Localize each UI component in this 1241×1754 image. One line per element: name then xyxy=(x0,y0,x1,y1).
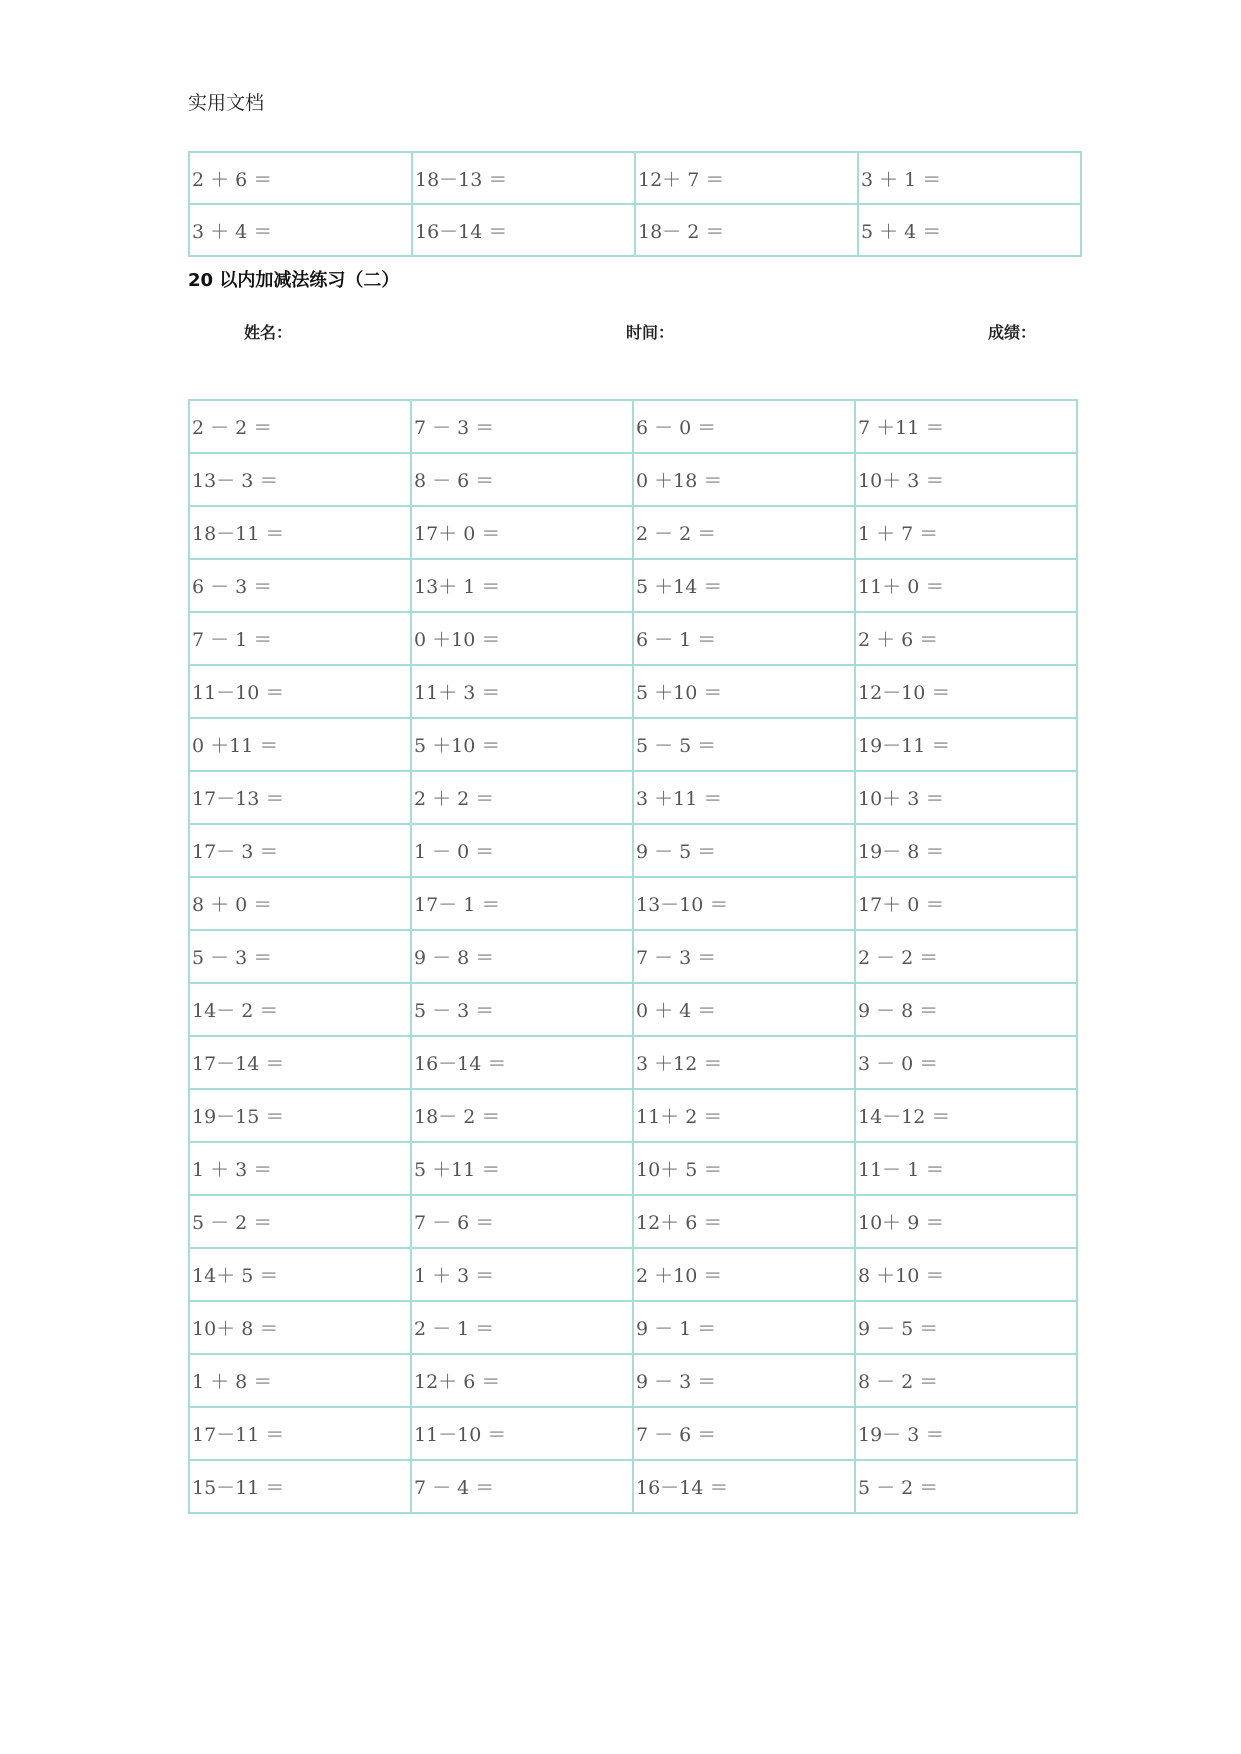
table-row xyxy=(189,930,1077,983)
exercise-cell: 3 ＋ 4 ＝ xyxy=(189,204,412,256)
exercise-cell: 17－ 1 ＝ xyxy=(411,877,633,930)
exercise-cell: 9 － 3 ＝ xyxy=(633,1354,855,1407)
table-row xyxy=(189,453,1077,506)
exercise-cell: 2 ＋ 6 ＝ xyxy=(855,612,1077,665)
exercise-cell: 8 ＋10 ＝ xyxy=(855,1248,1077,1301)
table-row xyxy=(189,204,1081,256)
exercise-cell: 7 － 3 ＝ xyxy=(411,400,633,453)
exercise-cell: 17－11 ＝ xyxy=(189,1407,411,1460)
table-row xyxy=(189,506,1077,559)
exercise-cell: 19－11 ＝ xyxy=(855,718,1077,771)
exercise-cell: 11＋ 2 ＝ xyxy=(633,1089,855,1142)
table-row xyxy=(189,771,1077,824)
exercise-cell: 2 － 2 ＝ xyxy=(189,400,411,453)
exercise-cell: 18－ 2 ＝ xyxy=(635,204,858,256)
exercise-cell: 3 ＋11 ＝ xyxy=(633,771,855,824)
exercise-cell: 5 ＋ 4 ＝ xyxy=(858,204,1081,256)
exercise-cell: 17－ 3 ＝ xyxy=(189,824,411,877)
exercise-cell: 5 － 5 ＝ xyxy=(633,718,855,771)
document-header: 实用文档 xyxy=(188,92,265,114)
exercise-cell: 13＋ 1 ＝ xyxy=(411,559,633,612)
exercise-cell: 2 ＋ 2 ＝ xyxy=(411,771,633,824)
exercise-cell: 1 － 0 ＝ xyxy=(411,824,633,877)
exercise-cell: 0 ＋18 ＝ xyxy=(633,453,855,506)
exercise-cell: 15－11 ＝ xyxy=(189,1460,411,1513)
exercise-cell: 9 － 8 ＝ xyxy=(411,930,633,983)
table-row xyxy=(189,1460,1077,1513)
exercise-cell: 17－13 ＝ xyxy=(189,771,411,824)
exercise-cell: 0 ＋ 4 ＝ xyxy=(633,983,855,1036)
exercise-cell: 16－14 ＝ xyxy=(412,204,635,256)
table-row xyxy=(189,877,1077,930)
exercise-cell: 9 － 1 ＝ xyxy=(633,1301,855,1354)
exercise-cell: 9 － 8 ＝ xyxy=(855,983,1077,1036)
exercise-cell: 11＋ 3 ＝ xyxy=(411,665,633,718)
exercise-cell: 7 － 6 ＝ xyxy=(633,1407,855,1460)
exercise-cell: 3 ＋ 1 ＝ xyxy=(858,152,1081,204)
exercise-cell: 2 － 2 ＝ xyxy=(855,930,1077,983)
time-label: 时间： xyxy=(626,323,675,342)
exercise-cell: 11－10 ＝ xyxy=(411,1407,633,1460)
exercise-cell: 7 － 3 ＝ xyxy=(633,930,855,983)
exercise-cell: 10＋ 9 ＝ xyxy=(855,1195,1077,1248)
exercise-cell: 19－ 8 ＝ xyxy=(855,824,1077,877)
exercise-cell: 12＋ 6 ＝ xyxy=(633,1195,855,1248)
exercise-cell: 5 － 2 ＝ xyxy=(189,1195,411,1248)
exercise-cell: 10＋ 8 ＝ xyxy=(189,1301,411,1354)
table-row xyxy=(189,1036,1077,1089)
exercise-cell: 6 － 1 ＝ xyxy=(633,612,855,665)
exercise-cell: 12＋ 6 ＝ xyxy=(411,1354,633,1407)
exercise-cell: 18－13 ＝ xyxy=(412,152,635,204)
exercise-cell: 0 ＋11 ＝ xyxy=(189,718,411,771)
exercise-cell: 1 ＋ 8 ＝ xyxy=(189,1354,411,1407)
table-row xyxy=(189,612,1077,665)
exercise-cell: 6 － 3 ＝ xyxy=(189,559,411,612)
exercise-cell: 13－ 3 ＝ xyxy=(189,453,411,506)
exercise-cell: 12－10 ＝ xyxy=(855,665,1077,718)
exercise-table-1 xyxy=(188,151,1082,257)
exercise-cell: 5 ＋11 ＝ xyxy=(411,1142,633,1195)
exercise-cell: 13－10 ＝ xyxy=(633,877,855,930)
exercise-cell: 7 － 6 ＝ xyxy=(411,1195,633,1248)
table-row xyxy=(189,1248,1077,1301)
section-title: 20 以内加减法练习（二） xyxy=(188,270,400,291)
exercise-cell: 2 － 1 ＝ xyxy=(411,1301,633,1354)
score-label: 成绩： xyxy=(988,323,1037,342)
table-row xyxy=(189,718,1077,771)
exercise-cell: 17＋ 0 ＝ xyxy=(855,877,1077,930)
exercise-cell: 16－14 ＝ xyxy=(633,1460,855,1513)
exercise-cell: 1 ＋ 7 ＝ xyxy=(855,506,1077,559)
exercise-cell: 8 ＋ 0 ＝ xyxy=(189,877,411,930)
exercise-cell: 2 ＋10 ＝ xyxy=(633,1248,855,1301)
exercise-cell: 7 － 1 ＝ xyxy=(189,612,411,665)
exercise-cell: 11＋ 0 ＝ xyxy=(855,559,1077,612)
exercise-cell: 18－11 ＝ xyxy=(189,506,411,559)
exercise-cell: 12＋ 7 ＝ xyxy=(635,152,858,204)
exercise-cell: 5 － 3 ＝ xyxy=(189,930,411,983)
exercise-cell: 8 － 2 ＝ xyxy=(855,1354,1077,1407)
table-row xyxy=(189,983,1077,1036)
table-row xyxy=(189,1142,1077,1195)
table-row xyxy=(189,400,1077,453)
table-row xyxy=(189,1407,1077,1460)
exercise-cell: 5 － 3 ＝ xyxy=(411,983,633,1036)
exercise-cell: 10＋ 3 ＝ xyxy=(855,771,1077,824)
exercise-cell: 8 － 6 ＝ xyxy=(411,453,633,506)
exercise-cell: 9 － 5 ＝ xyxy=(855,1301,1077,1354)
exercise-cell: 11－10 ＝ xyxy=(189,665,411,718)
exercise-cell: 14－12 ＝ xyxy=(855,1089,1077,1142)
exercise-cell: 5 ＋14 ＝ xyxy=(633,559,855,612)
exercise-cell: 7 － 4 ＝ xyxy=(411,1460,633,1513)
exercise-cell: 17－14 ＝ xyxy=(189,1036,411,1089)
exercise-cell: 14－ 2 ＝ xyxy=(189,983,411,1036)
exercise-cell: 10＋ 3 ＝ xyxy=(855,453,1077,506)
exercise-cell: 5 － 2 ＝ xyxy=(855,1460,1077,1513)
exercise-cell: 18－ 2 ＝ xyxy=(411,1089,633,1142)
table-row xyxy=(189,824,1077,877)
exercise-cell: 2 ＋ 6 ＝ xyxy=(189,152,412,204)
exercise-cell: 3 － 0 ＝ xyxy=(855,1036,1077,1089)
exercise-cell: 11－ 1 ＝ xyxy=(855,1142,1077,1195)
exercise-cell: 2 － 2 ＝ xyxy=(633,506,855,559)
exercise-cell: 16－14 ＝ xyxy=(411,1036,633,1089)
exercise-cell: 7 ＋11 ＝ xyxy=(855,400,1077,453)
exercise-cell: 14＋ 5 ＝ xyxy=(189,1248,411,1301)
table-row xyxy=(189,559,1077,612)
exercise-table-2 xyxy=(188,399,1078,1514)
table-row xyxy=(189,1301,1077,1354)
table-row xyxy=(189,152,1081,204)
exercise-cell: 1 ＋ 3 ＝ xyxy=(189,1142,411,1195)
table-row xyxy=(189,665,1077,718)
name-label: 姓名： xyxy=(244,323,293,342)
table-row xyxy=(189,1195,1077,1248)
exercise-cell: 1 ＋ 3 ＝ xyxy=(411,1248,633,1301)
exercise-cell: 19－15 ＝ xyxy=(189,1089,411,1142)
exercise-cell: 9 － 5 ＝ xyxy=(633,824,855,877)
exercise-cell: 5 ＋10 ＝ xyxy=(633,665,855,718)
exercise-cell: 19－ 3 ＝ xyxy=(855,1407,1077,1460)
exercise-cell: 6 － 0 ＝ xyxy=(633,400,855,453)
exercise-cell: 5 ＋10 ＝ xyxy=(411,718,633,771)
exercise-cell: 17＋ 0 ＝ xyxy=(411,506,633,559)
table-row xyxy=(189,1354,1077,1407)
table-row xyxy=(189,1089,1077,1142)
exercise-cell: 0 ＋10 ＝ xyxy=(411,612,633,665)
exercise-cell: 3 ＋12 ＝ xyxy=(633,1036,855,1089)
exercise-cell: 10＋ 5 ＝ xyxy=(633,1142,855,1195)
